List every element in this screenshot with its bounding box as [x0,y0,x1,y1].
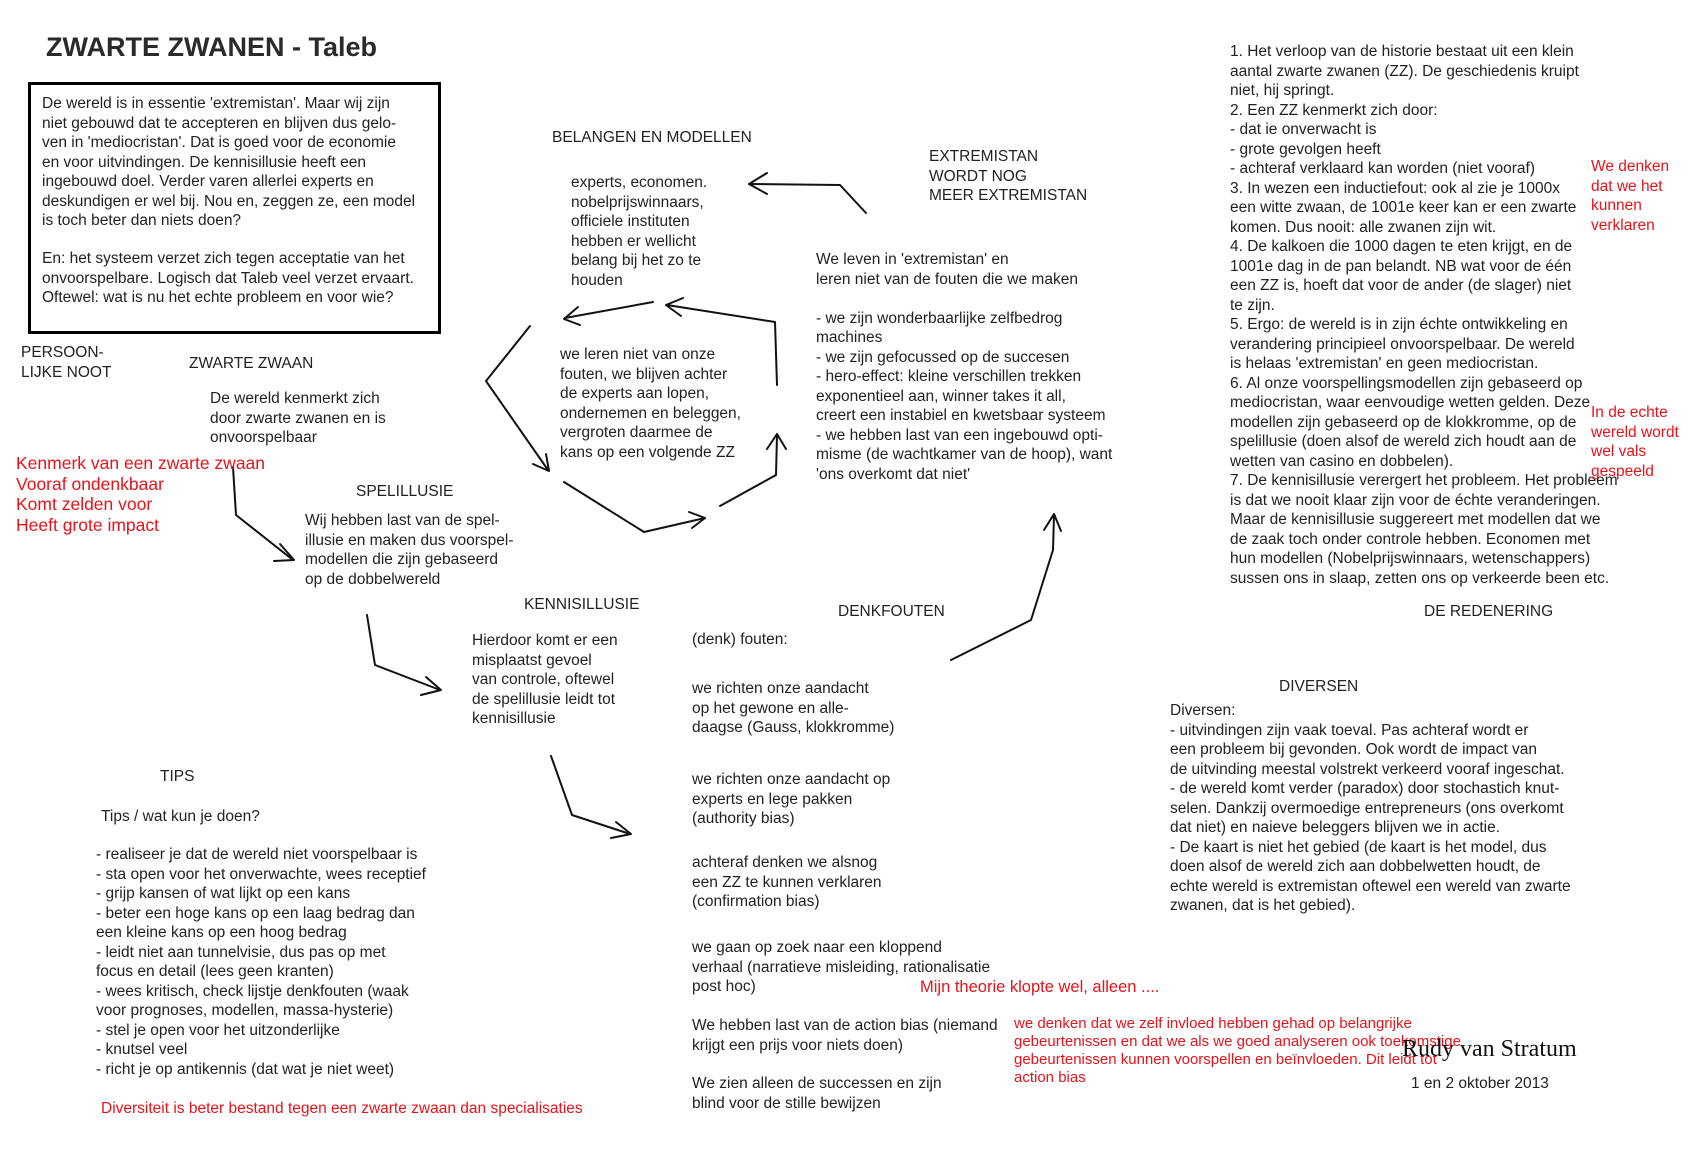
denkfout-item: we richten onze aandacht op het gewone en alle- daagse (Gauss, klokkromme) [692,680,895,736]
extremistan-heading: EXTREMISTAN WORDT NOG MEER EXTREMISTAN [929,148,1088,204]
kenmerk-note: Kenmerk van een zwarte zwaan Vooraf ondenkbaar Komt zelden voor Heeft grote impact [16,453,266,535]
arrowhead-denkfouten-to-extremistan [1044,514,1061,531]
arrowhead-zwaan-to-spelillusie [274,544,294,561]
denkfout-item: we gaan op zoek naar een kloppend verhaal (narratieve misleiding, rationalisatie post hoc) [692,939,991,995]
spelillusie-body: Wij hebben last van de spel- illusie en maken dus voorspel- modellen die zijn gebaseerd op de dobbelwereld [305,512,514,588]
diversen-body: Diversen: - uitvindingen zijn vaak toeval. Pas achteraf wordt er een probleem bij gevonden. Ook wordt de impact van de uitvinding meestal volstrekt verkeerd vooraf ingeschat. - de wereld komt verder (paradox) door stochastich knut- selen. Dankzij overmoedige entrepreneurs (ons overkomt dat niet) en naieve beleggers blijven we in actie. - De kaart is niet het gebied (de kaart is het model, dus doen alsof de wereld zich aan dobbelwetten houdt, de echte wereld is extremistan oftewel een wereld van zwarte zwanen, dat is het gebied). [1170,702,1571,914]
spelillusie-heading: SPELILLUSIE [356,483,454,500]
arrow-spel-to-kennis [367,615,440,690]
cycle-arrow-bottom [564,482,705,532]
redenering-body: 1. Het verloop van de historie bestaat uit een klein aantal zwarte zwanen (ZZ). De geschiedenis kruipt niet, hij springt. 2. Een ZZ kenmerkt zich door: - dat ie onverwacht is - grote gevolgen heeft - achteraf verklaard kan worden (niet vooraf) 3. In wezen een inductiefout: ook al zie je 1000x een witte zwaan, de 1001e keer kan er een zwarte komen. Dus nooit: alle zwanen zijn wit. 4. De kalkoen die 1000 dagen te eten krijgt, en de 1001e dag in de pan belandt. NB wat voor de één een ZZ is, hoeft dat voor de ander (de slager) niet te zijn. 5. Ergo: de wereld is in zijn échte ontwikkeling en verandering principieel onvoorspelbaar. De wereld is helaas 'extremistan' en geen mediocristan. 6. Al onze voorspellingsmodellen zijn gebaseerd op mediocristan, waar eenvoudige wetten gelden. Deze modellen zijn gebaseerd op de klokkromme, op de spelillusie (doen alsof de wereld zich houdt aan de wetten van casino en dobbelen). 7. De kennisillusie verergert het probleem. Het probleem is dat we nooit klaar zijn voor de échte veranderingen. Maar de kennisillusie suggereert met modellen dat we de zaak toch onder controle hebben. Economen met hun modellen (Nobelprijswinnaars, wetenschappers) sussen ons in slaap, zetten ons op verkeerde been etc. [1230,43,1618,587]
note-echte-wereld: In de echte wereld wordt wel vals gespeeld [1591,404,1679,480]
diversen-heading: DIVERSEN [1279,678,1359,695]
intro-paragraph-1: De wereld is in essentie 'extremistan'. Maar wij zijn niet gebouwd dat te accepteren en blijven dus gelo- ven in 'mediocristan'. Dat is goed voor de economie en voor uitvindingen. De kennisillusie heeft een ingebouwd doel. Verder varen allerlei experts en deskundigen er wel bij. Nou en, zeggen ze, een model is toch beter dan niets doen? [42,95,416,229]
note-mijn-theorie: Mijn theorie klopte wel, alleen .... [920,978,1160,996]
cycle-text: we leren niet van onze fouten, we blijven achter de experts aan lopen, ondernemen en beleggen, vergroten daarmee de kans op een volgende ZZ [560,346,741,461]
belangen-body: experts, economen. nobelprijswinnaars, officiele instituten hebben er wellicht belang bij het zo te houden [571,174,708,289]
note-diversiteit: Diversiteit is beter bestand tegen een zwarte zwaan dan specialisaties [101,1100,583,1117]
note-invloed: we denken dat we zelf invloed hebben gehad op belangrijke gebeurtenissen en dat we als we goed analyseren ook toekomstige gebeurtenissen kunnen voorspellen en beïnvloeden. Dit leidt tot action bias [1014,1015,1461,1086]
denkfouten-heading: DENKFOUTEN [838,603,945,620]
arrowhead-kennis-to-denkfouten [611,822,631,838]
tips-intro: Tips / wat kun je doen? [101,808,260,825]
cycle-arrowhead-right-up [666,298,683,316]
denkfout-item: achteraf denken we alsnog een ZZ te kunnen verklaren (confirmation bias) [692,854,882,910]
signature: Rudy van Stratum [1402,1036,1577,1062]
denkfout-item: We hebben last van de action bias (niemand krijgt een prijs voor niets doen) [692,1017,998,1054]
denkfout-item: We zien alleen de successen en zijn blind voor de stille bewijzen [692,1075,942,1112]
note-we-denken: We denken dat we het kunnen verklaren [1591,158,1670,234]
arrowhead-extremistan-to-belangen [749,173,767,194]
extremistan-body: We leven in 'extremistan' en leren niet van de fouten die we maken - we zijn wonderbaarlijke zelfbedrog machines - we zijn gefocussed op de succesen - hero-effect: kleine verschillen trekken exponentieel aan, winner takes it all, creert een instabiel en kwetsbaar systeem - we hebben last van een ingebouwd opti- misme (de wachtkamer van de hoop), want 'ons overkomt dat niet' [816,251,1113,483]
arrow-denkfouten-to-extremistan [951,515,1054,660]
cycle-arrow-top [565,302,653,318]
intro-paragraph-2: En: het systeem verzet zich tegen acceptatie van het onvoorspelbare. Logisch dat Taleb veel verzet ervaart. Oftewel: wat is nu het echte probleem en voor wie? [42,250,414,306]
redenering-heading: DE REDENERING [1424,603,1554,620]
cycle-arrowhead-right [767,434,786,449]
arrow-extremistan-to-belangen [749,184,866,213]
kennisillusie-body: Hierdoor komt er een misplaatst gevoel van controle, oftewel de spelillusie leidt tot kennisillusie [472,632,618,727]
denkfout-item: we richten onze aandacht op experts en lege pakken (authority bias) [692,771,891,827]
cycle-arrowhead-top [564,307,580,325]
page-title: ZWARTE ZWANEN - Taleb [46,32,377,62]
denkfouten-intro: (denk) fouten: [692,631,788,648]
belangen-heading: BELANGEN EN MODELLEN [552,129,752,146]
arrow-kennis-to-denkfouten [551,756,630,834]
kennisillusie-heading: KENNISILLUSIE [524,596,640,613]
tips-heading: TIPS [160,768,195,785]
cycle-arrowhead-left [533,454,549,471]
cycle-arrowhead-bottom [689,512,705,528]
date-label: 1 en 2 oktober 2013 [1411,1075,1549,1092]
persoonlijke-noot-label: PERSOON- LIJKE NOOT [21,344,112,381]
zwarte-zwaan-heading: ZWARTE ZWAAN [189,355,314,372]
tips-list: - realiseer je dat de wereld niet voorspelbaar is - sta open voor het onverwachte, wees receptief - grijp kansen of wat lijkt op een kans - beter een hoge kans op een laag bedrag dan een kleine kans op een hoog bedrag - leidt niet aan tunnelvisie, dus pas op met focus en detail (lees geen kranten) - wees kritisch, check lijstje denkfouten (waak voor prognoses, modellen, massa-hysterie) - stel je open voor het uitzonderlijke - knutsel veel - richt je op antikennis (dat wat je niet weet) [96,846,426,1078]
arrowhead-spel-to-kennis [421,677,441,695]
zwarte-zwaan-body: De wereld kenmerkt zich door zwarte zwanen en is onvoorspelbaar [210,390,386,446]
cycle-arrow-left [486,326,548,470]
